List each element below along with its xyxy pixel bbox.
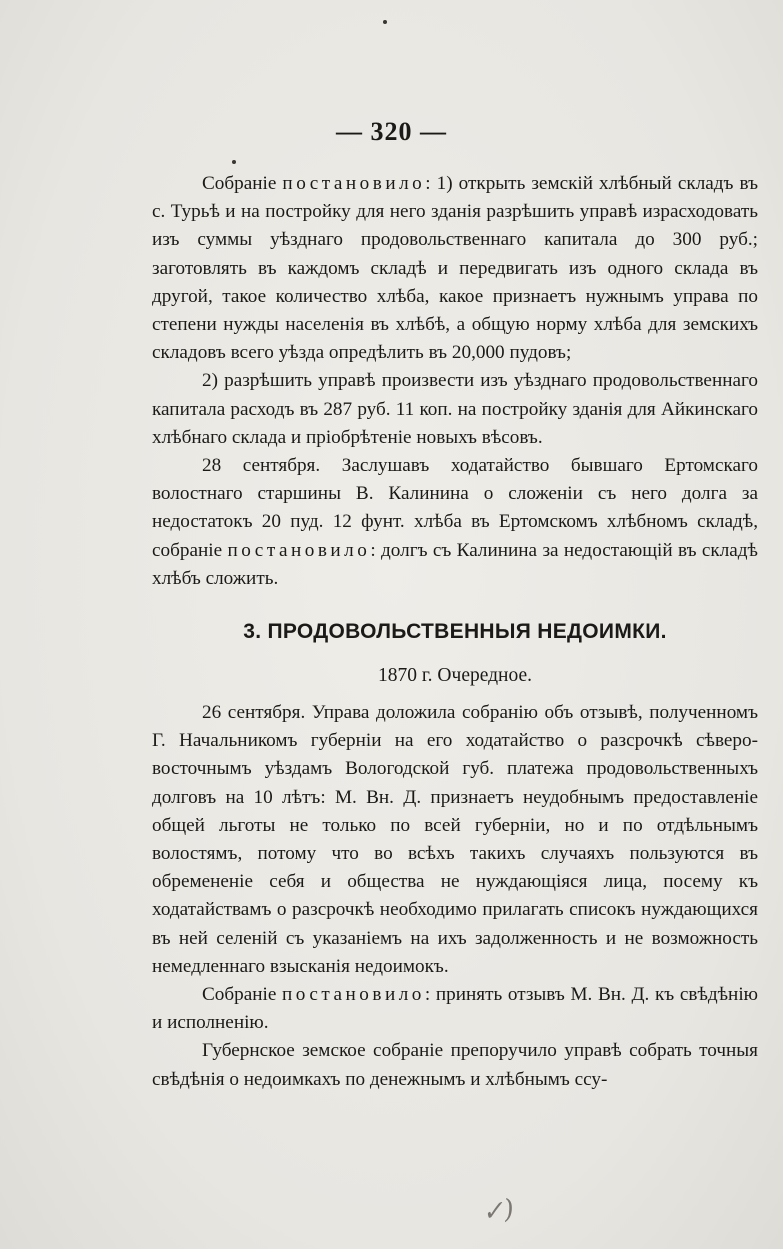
paragraph: [152, 699, 758, 981]
text-run: 28 сентября. Заслушавъ ходатайство бывшаго Ертомскаго волостнаго старшины В. Калинина о сложеніи съ него долга за недостатокъ 20 пуд. 12 фунт. хлѣба въ Ертомскомъ хлѣбномъ складѣ, собраніе: [152, 455, 758, 561]
emphasized-word: постановило: [227, 539, 371, 561]
text-run: 2) разрѣшить управѣ произвести изъ уѣзднаго продовольственнаго капитала расходъ въ 287 руб. 11 коп. на постройку зданія для Айкинскаго хлѣбнаго склада и пріобрѣтеніе новыхъ вѣсовъ.: [152, 370, 758, 448]
text-run: : 1) открыть земскій хлѣбный складъ въ с. Турьѣ и на постройку для него зданія разрѣшить управѣ израсходовать изъ суммы уѣзднаго продовольственнаго капитала до 300 руб.; заготовлять въ каждомъ складѣ и передвигать изъ одного склада въ другой, такое количество хлѣба, какое признаетъ нужнымъ управа по степени нужды населенія въ хлѣбѣ, а общую норму хлѣба для земскихъ складовъ всего уѣзда опредѣлить въ 20,000 пудовъ;: [152, 173, 758, 364]
page-number: — 320 —: [336, 117, 447, 146]
emphasized-word: постановило: [282, 173, 426, 194]
text-run: Собраніе: [202, 173, 283, 194]
section-heading: 3. ПРОДОВОЛЬСТВЕННЫЯ НЕДОИМКИ.: [243, 620, 667, 644]
text-block-bottom: [152, 699, 758, 1094]
pencil-mark: ✓): [480, 1193, 516, 1229]
emphasized-word: постановило: [282, 984, 425, 1006]
body-text: [152, 170, 758, 1094]
text-run: 26 сентября. Управа доложила собранію объ отзывѣ, полученномъ Г. Начальникомъ губерніи на его ходатайство о разсрочкѣ сѣверо-восточнымъ уѣздамъ Вологодской губ. платежа продовольственныхъ долговъ на 10 лѣтъ: М. Вн. Д. признаетъ неудобнымъ предоставленіе общей льготы не только по всей губерніи, но и по отдѣльнымъ волостямъ, потому что во всѣхъ такихъ случаяхъ пользуются въ обремененіе себя и общества не нуждающіяся лица, посему къ ходатайствамъ о разсрочкѣ необходимо прилагать списокъ нуждающихся въ ней селеній съ указаніемъ на ихъ задолженность и не возможность немедленнаго взысканія недоимокъ.: [152, 702, 758, 977]
paragraph: [152, 1037, 758, 1093]
paragraph: [152, 981, 758, 1037]
text-run: Собраніе: [202, 984, 283, 1006]
paragraph: [152, 367, 758, 452]
text-run: Губернское земское собраніе препоручило управѣ собрать точныя свѣдѣнія о недоимкахъ по денежнымъ и хлѣбнымъ ссу-: [152, 1040, 758, 1090]
ink-speck: [383, 20, 387, 24]
paragraph: [152, 170, 758, 367]
text-run: : долгъ съ Калинина за недостающій въ складѣ хлѣбъ сложить.: [152, 539, 758, 589]
ink-speck: [232, 160, 236, 164]
sub-heading: 1870 г. Очередное.: [378, 665, 532, 687]
text-run: : принять отзывъ М. Вн. Д. къ свѣдѣнію и исполненію.: [152, 984, 758, 1034]
text-block-top: [152, 170, 758, 593]
paragraph: [152, 452, 758, 593]
